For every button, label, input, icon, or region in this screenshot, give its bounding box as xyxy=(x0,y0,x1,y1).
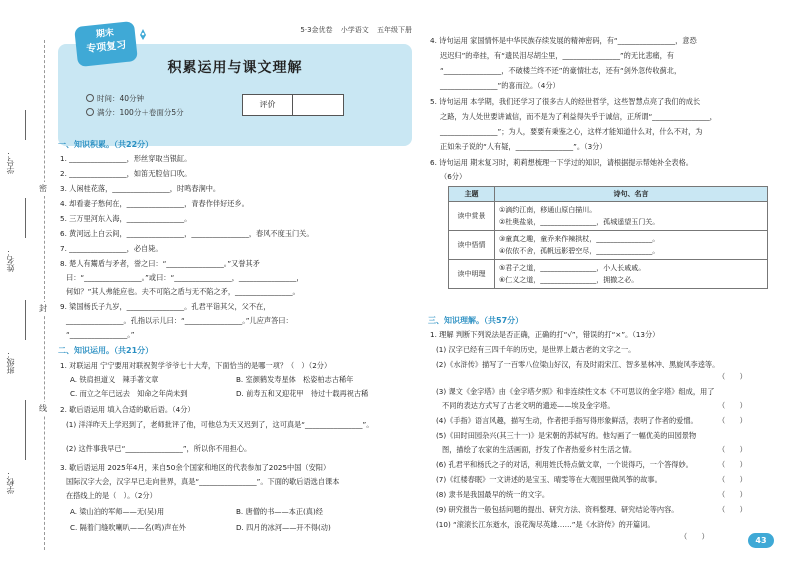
question-4-line2[interactable]: 迟迟归”的牵挂，有“遗民泪尽胡尘里，________________”的无比悲痛，有 xyxy=(440,51,674,60)
school-label: 学校： xyxy=(6,470,15,494)
answer-paren[interactable]: （ ） xyxy=(718,475,747,484)
question-2-3-line2[interactable]: 国际汉字大会，汉字早已走向世界，真是“________________”。下面的歇后语选自课本 xyxy=(66,477,340,486)
question-2-3-line3[interactable]: 在搭线上的是（ ）。（2分） xyxy=(66,491,157,500)
judge-item-8: (8) 隶书是我国最早的统一的文字。 xyxy=(436,490,550,499)
question-5-line2[interactable]: 之路，为人处世要讲诚信，而不是为了利益得失乎于诚信，正所谓“________________， xyxy=(440,112,717,121)
page-number: 43 xyxy=(748,533,774,548)
option-2-1-b[interactable]: B. 室颜鹤发寿星体 松姿柏志古稀年 xyxy=(236,375,354,384)
section-3-title: 三、知识理解。（共57分） xyxy=(428,316,524,325)
question-2-1: 1. 对联运用 宁宁要用对联祝贺学爷爷七十大寿，下面恰当的是哪一项？（ ）（2分） xyxy=(60,361,332,370)
question-5-line4[interactable]: 正如朱子说的“人有疑，________________”。（3分） xyxy=(440,142,607,151)
question-4[interactable]: 4. 却看妻子愁何在，________________，青春作伴好还乡。 xyxy=(60,199,249,208)
poem-table xyxy=(448,186,768,289)
table-header-lines: 诗句、名言 xyxy=(495,187,768,202)
question-3[interactable]: 3. 人闲桂花落，________________，时鸣春涧中。 xyxy=(60,184,221,193)
header-meta: 5·3金优卷 小学语文 五年级下册 xyxy=(300,26,412,34)
question-5-line3[interactable]: ________________”；为人，要要有秉鉴之心，这样才能知道什么对，什么不对，为 xyxy=(440,127,703,136)
table-row: 读中赏景 ①滴约江南，移通山原白描川。 ②杜奥盐泉，________________，孤城遥望玉门关。 xyxy=(449,202,768,231)
page-title: 积累运用与课文理解 xyxy=(167,60,303,76)
question-1[interactable]: 1. ________________，形丝穿取当银缸。 xyxy=(60,154,192,163)
binding-margin xyxy=(0,0,52,566)
question-9[interactable]: 9. 梁国杨氏子九岁，________________。孔君平诣其父，父不在， xyxy=(60,302,271,311)
judge-item-10: (10) “滚滚长江东逝水，浪花淘尽英雄……”是《水浒传》的开篇词。 xyxy=(436,520,655,529)
question-8-line3[interactable]: 何如？”其人弗能应也。夫不可陷之盾与无不陷之矛，________________。 xyxy=(66,287,300,296)
judge-item-3-line2: 不同的表达方式写了古老文明的遗迹——埃及金字塔。 xyxy=(442,401,615,410)
name-field xyxy=(6,248,40,272)
question-3-1: 1. 理解 判断下列说法是否正确，正确的打“√”，错误的打“×”。（13分） xyxy=(430,330,660,339)
section-1-title: 一、知识积累。（共22分） xyxy=(58,140,154,149)
check-icon xyxy=(86,108,94,116)
question-6: 6. 诗句运用 期末复习时，莉莉想梳理一下学过的知识，请根据提示帮她补全表格。 xyxy=(430,158,693,167)
judge-item-5-line2: 图，描绘了农家的生活画面，抒发了作者热爱乡村生活之情。 xyxy=(442,445,637,454)
table-header-topic: 主题 xyxy=(449,187,495,202)
score-info: 满分：100分＋卷面分5分 xyxy=(86,108,184,117)
answer-paren[interactable]: （ ） xyxy=(718,372,747,381)
option-2-3-b[interactable]: B. 唐僧的书——本正(真)经 xyxy=(236,507,323,516)
evaluation-input[interactable] xyxy=(293,95,343,115)
judge-item-5: (5)《田时田园杂兴(其三十一)》是宋朝的苏轼写的。他勾画了一幅优美的田园景物 xyxy=(436,431,697,440)
class-field xyxy=(6,350,40,374)
review-badge: 期末 专项复习 xyxy=(74,21,138,67)
question-6-line2: （6分） xyxy=(440,172,467,181)
question-2[interactable]: 2. ________________，如笛无腔信口吹。 xyxy=(60,169,192,178)
question-9-line2[interactable]: ________________。孔指以示儿曰：“________________。”儿应声答曰： xyxy=(66,316,293,325)
question-5[interactable]: 5. 三万里河东入海，________________。 xyxy=(60,214,192,223)
question-2-3: 3. 歇后语运用 2025年4月，来自50余个国家和地区的代表参加了2025中国（安阳） xyxy=(60,463,331,472)
judge-item-6: (6) 孔君平和杨氏之子的对话，利用姓氏特点做文章，一个说得巧，一个答得妙。 xyxy=(436,460,693,469)
answer-paren[interactable]: （ ） xyxy=(718,401,747,410)
judge-item-1: (1) 汉字已经有三四千年的历史，是世界上最古老的文字之一。 xyxy=(436,345,636,354)
question-4-line3[interactable]: “________________，不破楼兰终不还”的豪情壮志，还有“剑外忽传收蓟北， xyxy=(440,66,682,75)
question-9-line3[interactable]: “________________。” xyxy=(66,330,135,339)
question-7[interactable]: 7. ________________，必自毙。 xyxy=(60,244,163,253)
answer-paren[interactable]: （ ） xyxy=(718,460,747,469)
name-label: 姓名： xyxy=(6,248,15,272)
judge-item-7: (7)《红楼春眠》一文讲述的是宝玉、晴雯等在大观园里做风筝的故事。 xyxy=(436,475,662,484)
seal-char-xian: 线 xyxy=(39,402,47,416)
answer-paren[interactable]: （ ） xyxy=(718,445,747,454)
option-2-1-d[interactable]: D. 前寿五和又迎花甲 待过十载再祝古稀 xyxy=(236,389,369,398)
option-2-1-c[interactable]: C. 而立之年已远去 知命之年尚未到 xyxy=(70,389,188,398)
question-4[interactable]: 4. 诗句运用 家国情怀是中华民族存续发展的精神密码，有“________________，意恐 xyxy=(430,36,697,45)
page-header xyxy=(58,24,412,146)
rocket-icon xyxy=(136,28,150,42)
table-row: 读中明理 ⑤君子之道，________________，小人长戚戚。 ⑥仁义之道，________________，拥撤之必。 xyxy=(449,260,768,289)
option-2-1-a[interactable]: A. 铁肩担道义 辣手著文章 xyxy=(70,375,159,384)
answer-paren[interactable]: （ ） xyxy=(718,490,747,499)
judge-item-2: (2)《水浒传》描写了一百零八位梁山好汉，有及时雨宋江、智多星林冲、黑旋风李逵等。 xyxy=(436,360,720,369)
clock-icon xyxy=(86,94,94,102)
question-8-line2[interactable]: 曰：“________________。”或曰：“________________，________________， xyxy=(66,273,304,282)
evaluation-label: 评价 xyxy=(243,95,293,115)
question-8[interactable]: 8. 楚人有鬻盾与矛者，誉之曰：“________________。”又誉其矛 xyxy=(60,259,260,268)
question-5: 5. 诗句运用 本学期，我们还学习了很多古人的经世哲学，这些智慧点亮了我们的成长 xyxy=(430,97,701,106)
section-2-title: 二、知识运用。（共21分） xyxy=(58,346,154,355)
option-2-3-a[interactable]: A. 梁山泊的军师——无(吴)用 xyxy=(70,507,165,516)
table-row: 读中悟情 ③童真之趣，童乔来作辣拱杖，________________。 ④依依不舍，孤帆远影碧空尽，________________。 xyxy=(449,231,768,260)
question-2-2: 2. 歇后语运用 填入合适的歇后语。（4分） xyxy=(60,405,195,414)
judge-item-3: (3) 课文《金字塔》由《金字塔夕照》和非连续性文本《不可思议的金字塔》组成，用了 xyxy=(436,387,715,396)
class-label: 班级： xyxy=(6,350,15,374)
answer-paren[interactable]: （ ） xyxy=(718,505,747,514)
question-2-2-1[interactable]: (1) 洋洋昨天上学迟到了，老师批评了他，可他总为天又迟到了，这可真是“________________”。 xyxy=(66,420,374,429)
option-2-3-d[interactable]: D. 四月的冰河——开不得(动) xyxy=(236,523,331,532)
student-no-label: 学号： xyxy=(6,150,15,174)
seal-char-mi: 密 xyxy=(39,182,47,196)
answer-paren[interactable]: （ ） xyxy=(680,532,709,541)
question-2-2-2[interactable]: (2) 这件事我早已“________________”，所以你不用担心。 xyxy=(66,444,252,453)
evaluation-box xyxy=(242,94,344,116)
judge-item-4: (4)《手指》语言风趣，描写生动，作者把手指写得形象鲜活，表明了作者的爱憎。 xyxy=(436,416,698,425)
answer-paren[interactable]: （ ） xyxy=(718,416,747,425)
student-no-field xyxy=(6,150,40,174)
judge-item-9: (9) 研究报告一般包括问题的提出、研究方法、资料整理、研究结论等内容。 xyxy=(436,505,679,514)
school-field xyxy=(6,470,40,494)
question-4-line4[interactable]: ________________”的喜而泣。（4分） xyxy=(440,81,560,90)
question-6[interactable]: 6. 黄河远上白云间，________________，________________，春风不度玉门关。 xyxy=(60,229,314,238)
option-2-3-c[interactable]: C. 隔着门缝吹喇叭——名(鸣)声在外 xyxy=(70,523,186,532)
binding-line xyxy=(44,40,45,550)
time-info: 时间：40分钟 xyxy=(86,94,144,103)
seal-char-feng: 封 xyxy=(39,302,47,316)
